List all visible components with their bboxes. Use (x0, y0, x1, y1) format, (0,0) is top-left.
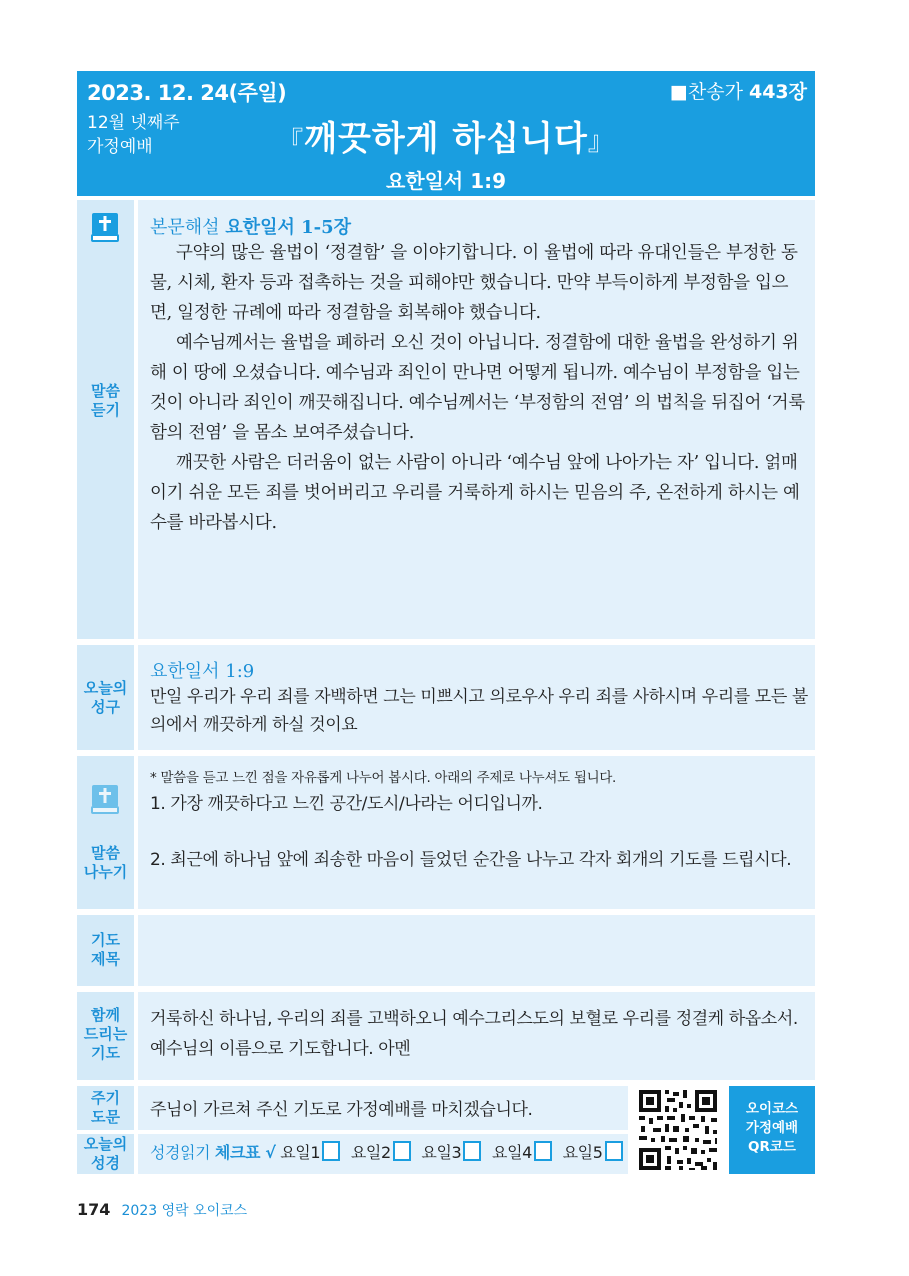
qr-code-icon (635, 1086, 721, 1174)
prayer-text: 거룩하신 하나님, 우리의 죄를 고백하오니 예수그리스도의 보혈로 우리를 정결케 하옵소서. 예수님의 이름으로 기도합니다. 아멘 (150, 1009, 798, 1059)
sharing-note: * 말씀을 듣고 느낀 점을 자유롭게 나누어 봅시다. 아래의 주제로 나누셔도 됩니다. (150, 770, 617, 786)
section-today-verse (77, 645, 815, 750)
verse-text: 만일 우리가 우리 죄를 자백하면 그는 미쁘시고 의로우사 우리 죄를 사하시며 우리를 모든 불의에서 깨끗하게 하실 것이요 (150, 687, 808, 735)
day-label: 요일2 (350, 1143, 391, 1162)
section-word-listening (77, 200, 815, 639)
reading-checklist: 성경읽기 체크표 √ 요일1 요일2 요일3 요일4 요일5 (150, 1140, 629, 1163)
section-label: 오늘의 성구 (83, 679, 128, 716)
day-label: 요일4 (492, 1143, 532, 1162)
commentary-body (150, 238, 810, 538)
week-label: 12월 넷째주 (87, 113, 180, 133)
lords-prayer-text: 주님이 가르쳐 주신 기도로 가정예배를 마치겠습니다. (150, 1100, 533, 1120)
header-banner (77, 71, 815, 196)
section-side-bar (77, 200, 134, 639)
section-label: 함께 드리는 기도 (83, 1006, 128, 1062)
section-label: 말씀 듣기 (91, 382, 120, 419)
hymn-prefix: ■찬송가 (669, 81, 743, 103)
check-label: 체크표 √ (214, 1143, 276, 1162)
day-checkbox[interactable] (605, 1141, 623, 1161)
verse-reference: 요한일서 1:9 (150, 661, 255, 682)
section-joint-prayer (77, 992, 815, 1080)
prayer-requests-area (138, 915, 815, 986)
section-lords-prayer (77, 1086, 628, 1130)
section-label: 오늘의 성경 (83, 1135, 128, 1172)
page-number: 174 (77, 1200, 111, 1219)
page-footer (77, 1200, 247, 1220)
day-checkbox[interactable] (463, 1141, 481, 1161)
commentary-paragraph: 깨끗한 사람은 더러움이 없는 사람이 아니라 ‘예수님 앞에 나아가는 자’ 입니다. 얽매이기 쉬운 모든 죄를 벗어버리고 우리를 거룩하게 하시는 믿음의 주, 온전하게 하시는 예수를 바라봅시다. (150, 453, 800, 533)
section-word-sharing (77, 756, 815, 909)
section-label: 기도 제목 (91, 931, 120, 968)
commentary-paragraph: 구약의 많은 율법이 ‘정결함’ 을 이야기합니다. 이 율법에 따라 유대인들은 부정한 동물, 시체, 환자 등과 접촉하는 것을 피해야만 했습니다. 만약 부득이하게 부정함을 입으면, 일정한 규례에 따라 정결함을 회복해야 했습니다. (150, 243, 798, 323)
sharing-question: 1. 가장 깨끗하다고 느낀 공간/도시/나라는 어디입니까. (150, 794, 543, 814)
day-checkbox[interactable] (393, 1141, 411, 1161)
bible-icon (91, 212, 119, 242)
title-verse: 요한일서 1:9 (385, 169, 507, 193)
day-checkbox[interactable] (322, 1141, 340, 1161)
day-label: 요일3 (421, 1143, 462, 1162)
day-label: 요일5 (562, 1143, 603, 1162)
section-content (138, 200, 815, 639)
service-label: 가정예배 (87, 137, 153, 157)
page-title: 『깨끗하게 하십니다』 (277, 119, 615, 159)
section-prayer-requests (77, 915, 815, 986)
section-label: 주기 도문 (91, 1089, 120, 1126)
section-label: 말씀 나누기 (83, 844, 128, 881)
qr-code[interactable] (635, 1086, 721, 1174)
day-label: 요일1 (280, 1143, 321, 1162)
commentary-reference: 요한일서 1-5장 (225, 217, 352, 238)
hymn-reference (670, 77, 807, 104)
day-checkbox[interactable] (534, 1141, 552, 1161)
bible-icon (91, 784, 119, 814)
footer-title: 2023 영락 오이코스 (121, 1203, 248, 1219)
commentary-paragraph: 예수님께서는 율법을 폐하러 오신 것이 아닙니다. 정결함에 대한 율법을 완성하기 위해 이 땅에 오셨습니다. 예수님과 죄인이 만나면 어떻게 됩니까. 예수님이 부정함을 입는 것이 아니라 죄인이 깨끗해집니다. 예수님께서는 ‘부정함의 전염’ 의 법칙을 뒤집어 ‘거룩함의 전염’ 을 몸소 보여주셨습니다. (150, 333, 805, 443)
worship-date: 2023. 12. 24(주일) (87, 81, 287, 105)
section-bible-reading (77, 1134, 628, 1174)
qr-badge: 오이코스 가정예배 QR코드 (729, 1086, 815, 1174)
sharing-question: 2. 최근에 하나님 앞에 죄송한 마음이 들었던 순간을 나누고 각자 회개의 기도를 드립시다. (150, 850, 792, 870)
title-text: 깨끗하게 하십니다 (304, 119, 588, 159)
hymn-number: 443장 (748, 81, 807, 103)
commentary-heading: 본문해설 요한일서 1-5장 (150, 217, 352, 238)
